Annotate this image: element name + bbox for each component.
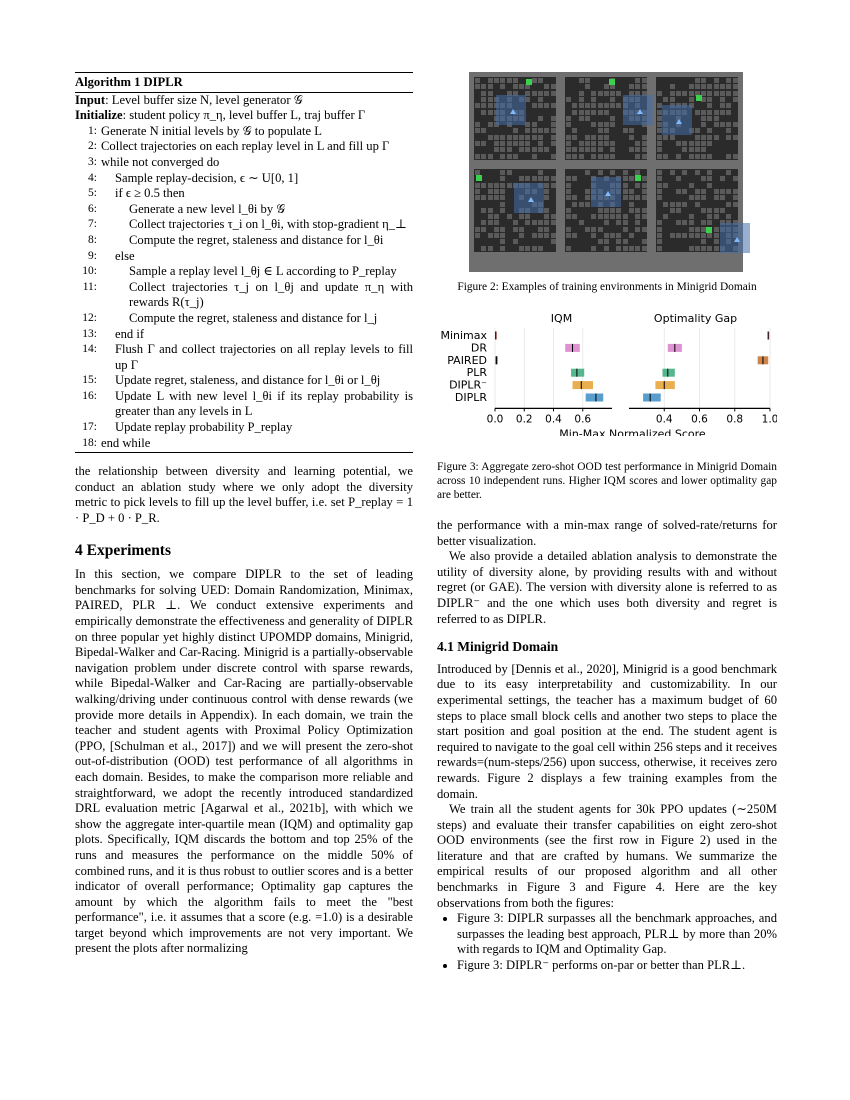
interval-bar [655, 381, 674, 389]
section-4-body: In this section, we compare DIPLR to the set of leading benchmarks for solving UED: Domain Randomization, Minimax, PAIRED, PLR ⊥. We conduct extensive experiments and empirically demonstrate the effectiveness and generality of DIPLR on three popular yet highly distinct UPOMDP domains, Minigrid, Bipedal-Walker and Car-Racing. Minigrid is a partially-observable navigation problem under discrete control with sparse rewards, while Bipedal-Walker and Car-Racing are partially-observable walking/driving under continuous control with dense rewards (we provide more details in Appendix). In each domain, we train the teacher and student agents with Proximal Policy Optimization (PPO, [Schulman et al., 2017]) and we will present the zero-shot out-of-distribution (OOD) test performance of all algorithms in each domain. Besides, to make the comparison more reliable and straightforward, we adopt the recently introduced standardized DRL evaluation metric [Agarwal et al., 2021b], with which we show the aggregate inter-quartile mean (IQM) and optimality gap plots. Specifically, IQM discards the bottom and top 25% of the runs and measures the performance on the middle 50% of combined runs, and it is thus robust to outlier scores and is a better indicator of overall performance; Optimality gap captures the amount by which the algorithm fails to meet the "best performance", i.e. it assumes that a score (e.g. =1.0) is a desirable target beyond which improvements are not very important. We present the plots after normalizing [75, 567, 413, 956]
right-paragraph-1: the performance with a min-max range of solved-rate/returns for better visualization. [437, 518, 777, 548]
x-tick-label: 0.6 [691, 413, 708, 426]
right-paragraph-2: We also provide a detailed ablation analysis to demonstrate the utility of diversity alone, by providing results with and without regret (or GAE). The version with diversity alone is referred to as DIPLR⁻ and the one which uses both diversity and regret is referred to as DIPLR. [437, 549, 777, 626]
line-text: Generate a new level l_θi by 𝒢 [129, 201, 286, 216]
agent-marker [528, 197, 534, 202]
left-column [75, 72, 413, 957]
minigrid-level-panel [656, 169, 738, 252]
x-tick-label: 0.2 [515, 413, 533, 426]
interval-bar [573, 381, 593, 389]
x-tick-label: 0.4 [655, 413, 673, 426]
goal-cell [635, 175, 641, 181]
algorithm-line [75, 420, 413, 436]
line-text: Update L with new level l_θi if its replay probability is greater than any levels in L [115, 388, 413, 419]
algorithm-label: DR [470, 341, 487, 355]
x-tick-label: 0.8 [726, 413, 744, 426]
algorithm-label: DIPLR [454, 391, 487, 404]
line-number: 14: [82, 343, 97, 356]
left-paragraph: the relationship between diversity and learning potential, we conduct an ablation study where we only adopt the diversity metric to pick levels to fill up the level buffer, i.e. set P_replay = 1 · P_D + 0 · P_R. [75, 464, 413, 526]
algorithm-box [75, 72, 413, 453]
minigrid-examples-figure [469, 72, 743, 272]
algorithm-line [75, 311, 413, 327]
line-text: Update replay probability P_replay [115, 420, 293, 435]
line-text: end while [101, 435, 151, 450]
algorithm-line [75, 436, 413, 452]
figure-3-caption: Figure 3: Aggregate zero-shot OOD test performance in Minigrid Domain across 10 independent runs. Higher IQM scores and lower optimality gap are better. [437, 461, 777, 501]
line-text: else [115, 248, 135, 263]
x-tick-label: 0.6 [574, 413, 592, 426]
agent-marker [676, 119, 682, 124]
algorithm-lines [75, 124, 413, 451]
interval-bar [643, 394, 661, 402]
algorithm-line [75, 202, 413, 218]
line-text: Collect trajectories τ_i on l_θi, with stop-gradient η_⊥ [129, 217, 407, 232]
algorithm-line [75, 233, 413, 249]
line-number: 8: [88, 233, 97, 246]
line-number: 3: [88, 155, 97, 168]
minigrid-level-panel [656, 77, 738, 160]
line-number: 11: [82, 280, 97, 293]
section-4-1-para-1: Introduced by [Dennis et al., 2020], Minigrid is a good benchmark due to its easy interpretability and customizability. In our experimental settings, the teacher has a maximum budget of 60 steps to place small block cells and another two steps to place the start position and goal position at the end. The student agent is required to navigate to the goal cell within 256 steps and it receives rewards=(num-steps/256) upon success, otherwise, it receives zero rewards. Figure 2 displays a few training examples from the domain. [437, 661, 777, 801]
line-number: 10: [82, 265, 97, 278]
algorithm-line [75, 342, 413, 373]
algorithm-input [75, 93, 413, 109]
interval-bar [571, 369, 584, 377]
x-tick-label: 0.0 [486, 413, 504, 426]
algorithm-label: PAIRED [447, 353, 487, 367]
input-text: : Level buffer size N, level generator 𝒢 [105, 92, 303, 107]
algorithm-line [75, 171, 413, 187]
algorithm-label: Minimax [440, 329, 487, 342]
algorithm-label: DIPLR⁻ [449, 378, 487, 392]
algorithm-line [75, 327, 413, 343]
x-tick-label: 0.4 [545, 413, 562, 426]
algorithm-line [75, 124, 413, 140]
line-number: 15: [82, 374, 97, 387]
algorithm-initialize [75, 108, 413, 124]
algorithm-title: Algorithm 1 DIPLR [75, 73, 413, 93]
minigrid-level-panel [474, 77, 556, 160]
section-4-1-heading: 4.1 Minigrid Domain [437, 639, 559, 655]
line-text: Update regret, staleness, and distance for l_θi or l_θj [115, 373, 381, 388]
line-number: 18: [82, 436, 97, 449]
algorithm-line [75, 389, 413, 420]
algorithm-line [75, 186, 413, 202]
goal-cell [526, 79, 532, 85]
panel-title: Optimality Gap [653, 312, 738, 325]
algorithm-line [75, 139, 413, 155]
line-text: if ϵ ≥ 0.5 then [115, 186, 185, 201]
algorithm-line [75, 217, 413, 233]
minigrid-level-panel [565, 77, 647, 160]
algorithm-line [75, 280, 413, 311]
x-axis-title: Min-Max Normalized Score [559, 427, 706, 436]
agent-marker [637, 109, 643, 114]
section-4-heading: 4 Experiments [75, 541, 172, 559]
init-label: Initialize [75, 108, 123, 123]
goal-cell [706, 227, 712, 233]
observation-item: • Figure 3: DIPLR⁻ performs on-par or better than PLR⊥. [457, 958, 777, 974]
line-text: end if [115, 326, 145, 341]
line-number: 7: [88, 218, 97, 231]
minigrid-level-panel [474, 169, 556, 252]
line-text: Collect trajectories on each replay level in L and fill up Γ [101, 139, 390, 154]
line-number: 6: [88, 202, 97, 215]
algorithm-label: PLR [466, 366, 487, 380]
x-tick-label: 1.0 [761, 413, 777, 426]
line-number: 9: [88, 249, 97, 262]
line-text: Sample replay-decision, ϵ ∼ U[0, 1] [115, 170, 299, 185]
line-number: 17: [82, 421, 97, 434]
input-label: Input [75, 92, 106, 107]
chart-svg [437, 310, 777, 436]
agent-marker [734, 237, 740, 242]
line-number: 2: [88, 140, 97, 153]
interval-bar [662, 369, 674, 377]
line-number: 16: [82, 389, 97, 402]
init-text: : student policy π_η, level buffer L, traj buffer Γ [122, 108, 366, 123]
agent-marker [605, 191, 611, 196]
algorithm-line [75, 249, 413, 265]
algorithm-line [75, 373, 413, 389]
line-number: 13: [82, 327, 97, 340]
agent-marker [510, 109, 516, 114]
line-number: 1: [88, 124, 97, 137]
observation-item: • Figure 3: DIPLR surpasses all the benchmark approaches, and surpasses the leading best approach, PLR⊥ by more than 20% with regards to IQM and Optimality Gap. [457, 911, 777, 958]
aggregate-performance-chart [437, 310, 777, 436]
goal-cell [476, 175, 482, 181]
line-text: Compute the regret, staleness and distance for l_θi [129, 232, 384, 247]
algorithm-line [75, 155, 413, 171]
line-number: 12: [82, 311, 97, 324]
interval-bar [586, 394, 604, 402]
panel-title: IQM [550, 312, 573, 325]
line-text: Generate N initial levels by 𝒢 to populate L [101, 123, 322, 138]
line-text: Collect trajectories τ_j on l_θj and update π_η with rewards R(τ_j) [129, 279, 413, 310]
goal-cell [696, 95, 702, 101]
line-text: Flush Γ and collect trajectories on all replay levels to fill up Γ [115, 342, 413, 372]
right-column [437, 72, 777, 974]
line-text: Compute the regret, staleness and distance for l_j [129, 310, 378, 325]
section-4-1-para-2: We train all the student agents for 30k PPO updates (∼250M steps) and evaluate their transfer capabilities on eight zero-shot OOD environments (see the first row in Figure 2) used in the literature and that are crafted by humans. We summarize the empirical results of our proposed algorithm and all other benchmarks in Figure 3 and Figure 4. Here are the key observations from both the figures: [437, 802, 777, 910]
observations-list [437, 911, 777, 973]
minigrid-level-panel [565, 169, 647, 252]
line-number: 5: [88, 187, 97, 200]
figure-2-caption: Figure 2: Examples of training environments in Minigrid Domain [457, 281, 757, 293]
line-text: Sample a replay level l_θj ∈ L according to P_replay [129, 264, 397, 279]
goal-cell [609, 79, 615, 85]
line-text: while not converged do [101, 154, 220, 169]
line-number: 4: [88, 171, 97, 184]
algorithm-line [75, 264, 413, 280]
